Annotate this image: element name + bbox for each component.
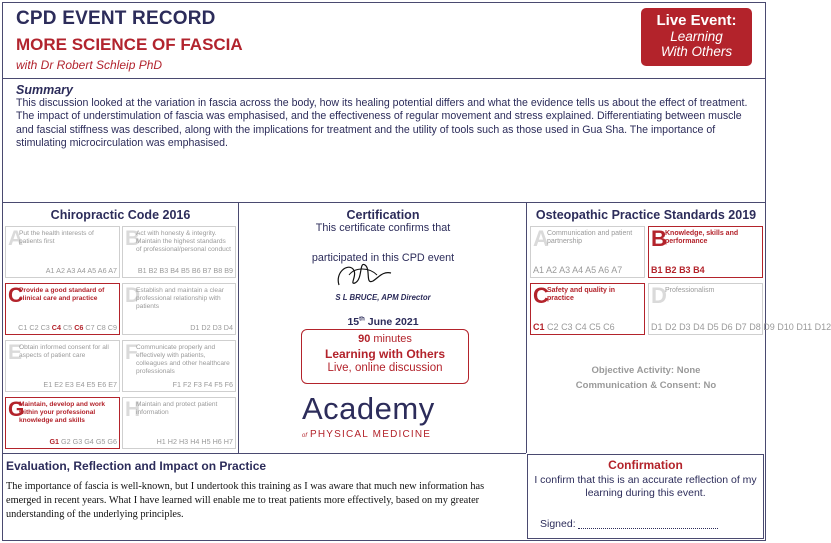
standard-code: E3 (65, 380, 74, 389)
standard-code: B2 (148, 266, 158, 275)
standard-letter: C (8, 284, 24, 307)
duration (302, 333, 468, 345)
standard-code: E4 (75, 380, 85, 389)
standard-code: B1 (651, 265, 663, 275)
standard-letter: D (125, 284, 141, 307)
standard-codes (125, 266, 233, 275)
standard-code: D8 (749, 322, 761, 332)
certification-line2: participated in this CPD event (311, 252, 455, 264)
date-month-year: June 2021 (364, 316, 419, 328)
standard-codes (8, 323, 117, 332)
standard-codes (125, 323, 233, 332)
evaluation-heading: Evaluation, Reflection and Impact on Practice (6, 459, 267, 473)
event-title: MORE SCIENCE OF FASCIA (16, 35, 243, 54)
standard-codes (533, 265, 642, 275)
standard-code: D3 (679, 322, 691, 332)
standard-code: A1 (45, 266, 55, 275)
osteopathic-standards-title: Osteopathic Practice Standards 2019 (535, 208, 757, 222)
standard-cell-c (530, 283, 645, 335)
standard-code: A7 (108, 266, 117, 275)
standard-code: A6 (97, 266, 107, 275)
standard-code: F5 (214, 380, 223, 389)
standard-cell-c (5, 283, 120, 335)
standard-code: D5 (707, 322, 719, 332)
standard-code: B1 (137, 266, 147, 275)
standard-letter: D (651, 283, 667, 308)
standard-letter: A (533, 226, 549, 251)
standard-code: C4 (51, 323, 61, 332)
standard-code: B9 (224, 266, 233, 275)
standard-letter: B (125, 227, 141, 250)
signed-label: Signed: (540, 518, 576, 530)
standard-description: Maintain, develop and work within your professional knowledge and skills (19, 401, 106, 424)
standard-code: D11 (796, 322, 813, 332)
standard-code: C6 (603, 322, 615, 332)
standard-code: F4 (203, 380, 213, 389)
standard-code: C3 (561, 322, 573, 332)
standard-description: Communication and patient partnership (547, 230, 633, 245)
standard-code: A3 (66, 266, 76, 275)
standard-code: C1 (18, 323, 28, 332)
live-badge-line2: With Others (660, 44, 733, 59)
standard-code: C7 (85, 323, 95, 332)
live-badge-title: Live Event: (656, 12, 737, 29)
academy-logo (302, 391, 472, 449)
standard-codes (125, 437, 233, 446)
signer-name: S L BRUCE, APM Director (335, 293, 431, 302)
standard-description: Maintain and protect patient information (136, 401, 218, 416)
standard-code: E5 (86, 380, 96, 389)
standard-code: H3 (178, 437, 189, 446)
standard-code: F1 (172, 380, 182, 389)
standard-code: A2 (56, 266, 65, 275)
standard-cell-f (122, 340, 236, 392)
standard-cell-b (648, 226, 763, 278)
standard-code: F6 (224, 380, 233, 389)
standard-letter: C (533, 283, 549, 308)
standard-code: C6 (74, 323, 84, 332)
standard-codes (651, 265, 760, 275)
standard-code: A6 (598, 265, 610, 275)
standard-code: D4 (693, 322, 705, 332)
standard-code: E1 (43, 380, 53, 389)
standard-code: C4 (575, 322, 587, 332)
standard-code: D12 (814, 322, 831, 332)
event-mode: Live, online discussion (327, 362, 443, 374)
standard-description: Obtain informed consent for all aspects of patient care (19, 344, 109, 359)
standard-code: G6 (107, 437, 117, 446)
standard-code: B4 (170, 266, 180, 275)
standard-letter: F (125, 341, 138, 364)
event-details-box (301, 329, 469, 384)
standard-code: D4 (223, 323, 233, 332)
standard-code: H4 (190, 437, 200, 446)
standard-code: B2 (665, 265, 677, 275)
standard-description: Knowledge, skills and performance (665, 230, 739, 245)
standard-code: H7 (223, 437, 233, 446)
summary-text: This discussion looked at the variation in fascia across the body, how its healing potential differs and what the evidence tells us about the effect of treatment. The impact of understimulation of fascia was emphasised, and the effectiveness of regular movement and stress explained. Differentiating between muscle and fascial stiffness was described, along with the implications for treatment and the utility of tools such as those used in Gua Sha. The importance of stimulating microcirculation was emphasised. (16, 97, 748, 149)
standard-codes (8, 437, 117, 446)
standard-codes (651, 322, 831, 332)
standard-code: C5 (62, 323, 73, 332)
standard-code: D1 (651, 322, 663, 332)
standard-letter: H (125, 398, 141, 421)
standard-code: E6 (97, 380, 107, 389)
standard-code: B3 (159, 266, 169, 275)
certification-line1: This certificate confirms that (315, 222, 451, 234)
divider (3, 78, 765, 79)
date-suffix: th (359, 316, 365, 323)
objective-activity: Objective Activity: None (591, 365, 701, 376)
standard-code: H1 (156, 437, 166, 446)
standard-description: Professionalism (665, 287, 715, 294)
standard-description: Provide a good standard of clinical care and practice (19, 287, 105, 302)
standard-code: A5 (585, 265, 597, 275)
standard-code: H5 (201, 437, 211, 446)
standard-code: C2 (547, 322, 559, 332)
standard-code: F3 (193, 380, 202, 389)
page-title: CPD EVENT RECORD (16, 8, 216, 29)
standard-code: A4 (76, 266, 86, 275)
standard-code: D6 (721, 322, 733, 332)
date-day: 15 (347, 316, 360, 328)
confirmation-title: Confirmation (608, 458, 683, 472)
logo-subtitle: PHYSICAL MEDICINE (310, 429, 432, 440)
communication-consent: Communication & Consent: No (575, 380, 717, 391)
standard-letter: G (8, 398, 25, 421)
standard-code: G2 (61, 437, 71, 446)
confirmation-text: I confirm that this is an accurate reflection of my learning during this event. (534, 474, 757, 499)
standard-code: E2 (54, 380, 64, 389)
standard-code: A5 (87, 266, 97, 275)
evaluation-text: The importance of fascia is well-known, but I undertook this training as I was aware that much new information has emerged in recent years. What I have learned will enable me to treat patients more effectively, based on my greater understanding of the underlying principles. (6, 481, 485, 521)
standard-code: B8 (213, 266, 223, 275)
standard-code: G3 (72, 437, 83, 446)
standard-cell-e (5, 340, 120, 392)
standard-code: B4 (693, 265, 705, 275)
standard-cell-d (122, 283, 236, 335)
logo-wordmark: Academy (302, 391, 435, 426)
logo-of: of (302, 433, 308, 439)
standard-letter: B (651, 226, 667, 251)
standard-cell-h (122, 397, 236, 449)
standard-code: A3 (559, 265, 571, 275)
standard-code: H2 (167, 437, 177, 446)
certification-title: Certification (346, 208, 420, 222)
standard-code: C3 (40, 323, 50, 332)
standard-code: G1 (49, 437, 60, 446)
standard-description: Communicate properly and effectively with patients, colleagues and other healthcare professionals (136, 344, 230, 375)
standard-code: G4 (84, 437, 94, 446)
osteopathic-standards-panel (526, 203, 831, 453)
standard-code: A7 (611, 265, 623, 275)
presenter-name: with Dr Robert Schleip PhD (16, 58, 163, 72)
standard-code: B7 (202, 266, 212, 275)
divider (3, 453, 526, 454)
standard-code: D10 (777, 322, 794, 332)
standard-code: C8 (96, 323, 106, 332)
standard-code: C9 (107, 323, 117, 332)
event-date (240, 316, 526, 328)
standard-description: Safety and quality in practice (547, 287, 616, 302)
standard-code: B3 (679, 265, 691, 275)
standard-cell-g (5, 397, 120, 449)
standard-code: D7 (735, 322, 747, 332)
signature-image (325, 255, 405, 295)
standard-code: C1 (533, 322, 545, 332)
duration-unit: minutes (370, 333, 412, 345)
standard-cell-d (648, 283, 831, 335)
certification-panel (240, 203, 526, 453)
standard-letter: E (8, 341, 23, 364)
standard-code: C2 (29, 323, 39, 332)
live-event-badge (641, 8, 752, 66)
live-badge-line1: Learning (670, 29, 723, 44)
standard-code: D2 (201, 323, 211, 332)
standard-code: D9 (763, 322, 775, 332)
standard-code: A4 (572, 265, 584, 275)
standard-code: D3 (212, 323, 222, 332)
standard-codes (533, 322, 642, 332)
standard-cell-b (122, 226, 236, 278)
standard-code: C5 (589, 322, 601, 332)
standard-cell-a (5, 226, 120, 278)
standard-code: D1 (190, 323, 200, 332)
standard-description: Put the health interests of patients first (19, 230, 94, 245)
standard-code: G5 (95, 437, 106, 446)
standard-code: H6 (212, 437, 222, 446)
standard-code: D2 (665, 322, 677, 332)
chiropractic-code-title: Chiropractic Code 2016 (50, 208, 191, 222)
standard-code: F2 (183, 380, 192, 389)
standard-codes (8, 380, 117, 389)
standard-codes (125, 380, 233, 389)
chiropractic-code-panel (3, 203, 239, 453)
signature-field[interactable] (578, 528, 718, 529)
standard-code: B5 (181, 266, 190, 275)
confirmation-box (527, 454, 764, 539)
standard-letter: A (8, 227, 24, 250)
standard-code: A2 (546, 265, 558, 275)
standard-code: B6 (191, 266, 201, 275)
standard-code: E7 (108, 380, 117, 389)
standard-description: Act with honesty & integrity. Maintain the highest standards of professional/personal conduct (136, 230, 231, 253)
summary-heading: Summary (16, 83, 73, 97)
standard-codes (8, 266, 117, 275)
duration-value: 90 (358, 333, 371, 345)
standard-code: A1 (533, 265, 545, 275)
standard-cell-a (530, 226, 645, 278)
event-type-title: Learning with Others (324, 347, 445, 361)
standard-description: Establish and maintain a clear professional relationship with patients (136, 287, 224, 310)
